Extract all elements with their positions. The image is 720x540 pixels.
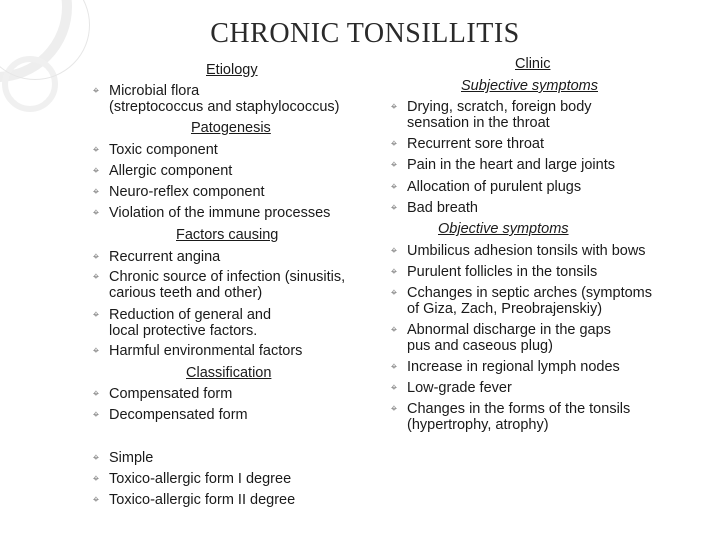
objective-item: Umbilicus adhesion tonsils with bows	[407, 243, 646, 259]
patogenesis-item: Neuro-reflex component	[109, 184, 265, 200]
objective-item: Abnormal discharge in the gaps	[407, 322, 611, 338]
map-pin-icon: ⌖	[390, 138, 398, 150]
map-pin-icon: ⌖	[390, 382, 398, 394]
map-pin-icon: ⌖	[92, 345, 100, 357]
map-pin-icon: ⌖	[390, 181, 398, 193]
subjective-item: Recurrent sore throat	[407, 136, 545, 152]
map-pin-icon: ⌖	[92, 85, 100, 97]
objective-item: Cchanges in septic arches (symptoms	[407, 285, 652, 301]
subjective-heading: Subjective symptoms	[461, 78, 598, 94]
map-pin-icon: ⌖	[390, 202, 398, 214]
patogenesis-item: Violation of the immune processes	[109, 205, 331, 221]
map-pin-icon: ⌖	[92, 165, 100, 177]
map-pin-icon: ⌖	[390, 101, 398, 113]
subjective-item: sensation in the throat	[407, 115, 550, 131]
map-pin-icon: ⌖	[92, 186, 100, 198]
objective-heading: Objective symptoms	[438, 221, 569, 237]
map-pin-icon: ⌖	[92, 494, 100, 506]
form-item: Simple	[109, 450, 154, 466]
subjective-item: Allocation of purulent plugs	[407, 179, 582, 195]
map-pin-icon: ⌖	[390, 287, 398, 299]
map-pin-icon: ⌖	[390, 266, 398, 278]
objective-item: Purulent follicles in the tonsils	[407, 264, 598, 280]
objective-item: (hypertrophy, atrophy)	[407, 417, 549, 433]
objective-item: pus and caseous plug)	[407, 338, 553, 354]
map-pin-icon: ⌖	[390, 324, 398, 336]
patogenesis-item: Toxic component	[109, 142, 218, 158]
map-pin-icon: ⌖	[92, 473, 100, 485]
map-pin-icon: ⌖	[390, 245, 398, 257]
subjective-item: Bad breath	[407, 200, 478, 216]
factors-item: carious teeth and other)	[109, 285, 263, 301]
subjective-item: Pain in the heart and large joints	[407, 157, 615, 173]
form-item: Toxico-allergic form I degree	[109, 471, 292, 487]
map-pin-icon: ⌖	[92, 309, 100, 321]
factors-item: Recurrent angina	[109, 249, 221, 265]
map-pin-icon: ⌖	[92, 271, 100, 283]
map-pin-icon: ⌖	[92, 452, 100, 464]
classification-item: Compensated form	[109, 386, 233, 402]
objective-item: Low-grade fever	[407, 380, 512, 396]
map-pin-icon: ⌖	[92, 388, 100, 400]
classification-item: Decompensated form	[109, 407, 248, 423]
subjective-item: Drying, scratch, foreign body	[407, 99, 592, 115]
patogenesis-heading: Patogenesis	[191, 120, 271, 136]
objective-item: Changes in the forms of the tonsils	[407, 401, 631, 417]
etiology-item: (streptococcus and staphylococcus)	[109, 99, 340, 115]
map-pin-icon: ⌖	[92, 409, 100, 421]
objective-item: of Giza, Zach, Preobrajenskiy)	[407, 301, 603, 317]
map-pin-icon: ⌖	[390, 159, 398, 171]
map-pin-icon: ⌖	[390, 361, 398, 373]
etiology-item: Microbial flora	[109, 83, 200, 99]
factors-heading: Factors causing	[176, 227, 279, 243]
page-title: CHRONIC TONSILLITIS	[210, 18, 520, 49]
factors-item: local protective factors.	[109, 323, 258, 339]
clinic-heading: Clinic	[515, 56, 551, 72]
factors-item: Reduction of general and	[109, 307, 272, 323]
etiology-heading: Etiology	[206, 62, 258, 78]
map-pin-icon: ⌖	[92, 251, 100, 263]
map-pin-icon: ⌖	[92, 207, 100, 219]
factors-item: Harmful environmental factors	[109, 343, 303, 359]
patogenesis-item: Allergic component	[109, 163, 233, 179]
form-item: Toxico-allergic form II degree	[109, 492, 296, 508]
map-pin-icon: ⌖	[92, 144, 100, 156]
factors-item: Chronic source of infection (sinusitis,	[109, 269, 346, 285]
classification-heading: Classification	[186, 365, 272, 381]
objective-item: Increase in regional lymph nodes	[407, 359, 620, 375]
map-pin-icon: ⌖	[390, 403, 398, 415]
